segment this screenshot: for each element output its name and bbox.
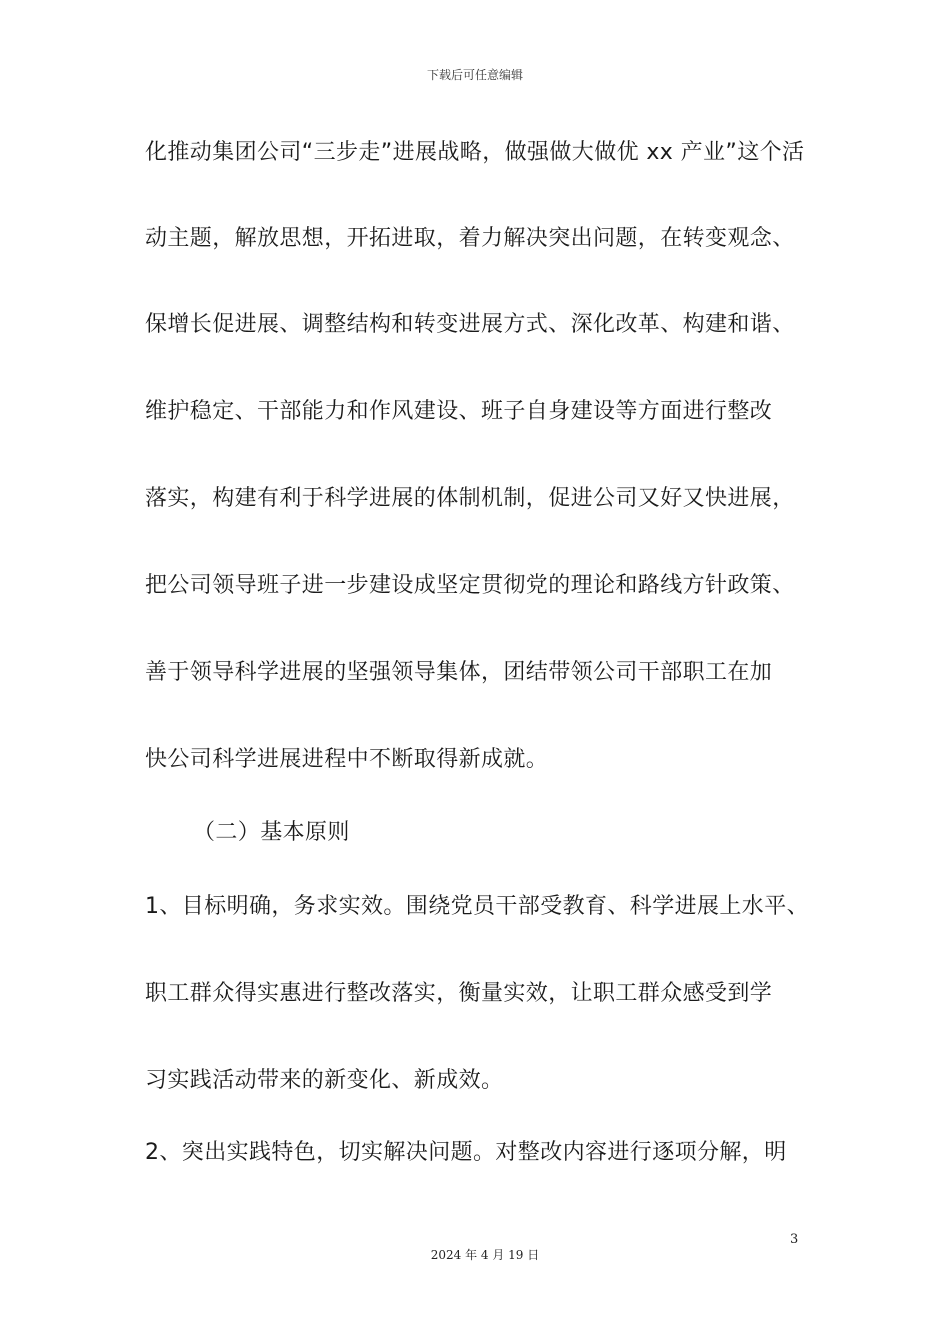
page-header: 下载后可任意编辑 — [426, 68, 523, 82]
body-line: 2、突出实践特色，切实解决问题。对整改内容进行逐项分解，明 — [145, 1140, 787, 1165]
page-number: 3 — [790, 1232, 799, 1247]
body-line: 保增长促进展、调整结构和转变进展方式、深化改革、构建和谐、 — [145, 312, 795, 337]
body-line: 化推动集团公司“三步走”进展战略，做强做大做优 xx 产业”这个活 — [145, 140, 805, 165]
footer-date: 2024 年 4 月 19 日 — [430, 1248, 540, 1262]
body-line: 维护稳定、干部能力和作风建设、班子自身建设等方面进行整改 — [145, 399, 773, 424]
body-line: 善于领导科学进展的坚强领导集体，团结带领公司干部职工在加 — [145, 660, 773, 685]
section-heading: （二）基本原则 — [193, 820, 350, 845]
body-line: 快公司科学进展进程中不断取得新成就。 — [145, 747, 549, 772]
body-line: 落实，构建有利于科学进展的体制机制，促进公司又好又快进展， — [145, 486, 795, 511]
body-line: 1、目标明确，务求实效。围绕党员干部受教育、科学进展上水平、 — [145, 894, 809, 919]
body-line: 把公司领导班子进一步建设成坚定贯彻党的理论和路线方针政策、 — [145, 573, 795, 598]
body-line: 习实践活动带来的新变化、新成效。 — [145, 1068, 504, 1093]
body-line: 动主题，解放思想，开拓进取，着力解决突出问题，在转变观念、 — [145, 226, 795, 251]
body-line: 职工群众得实惠进行整改落实，衡量实效，让职工群众感受到学 — [145, 981, 773, 1006]
